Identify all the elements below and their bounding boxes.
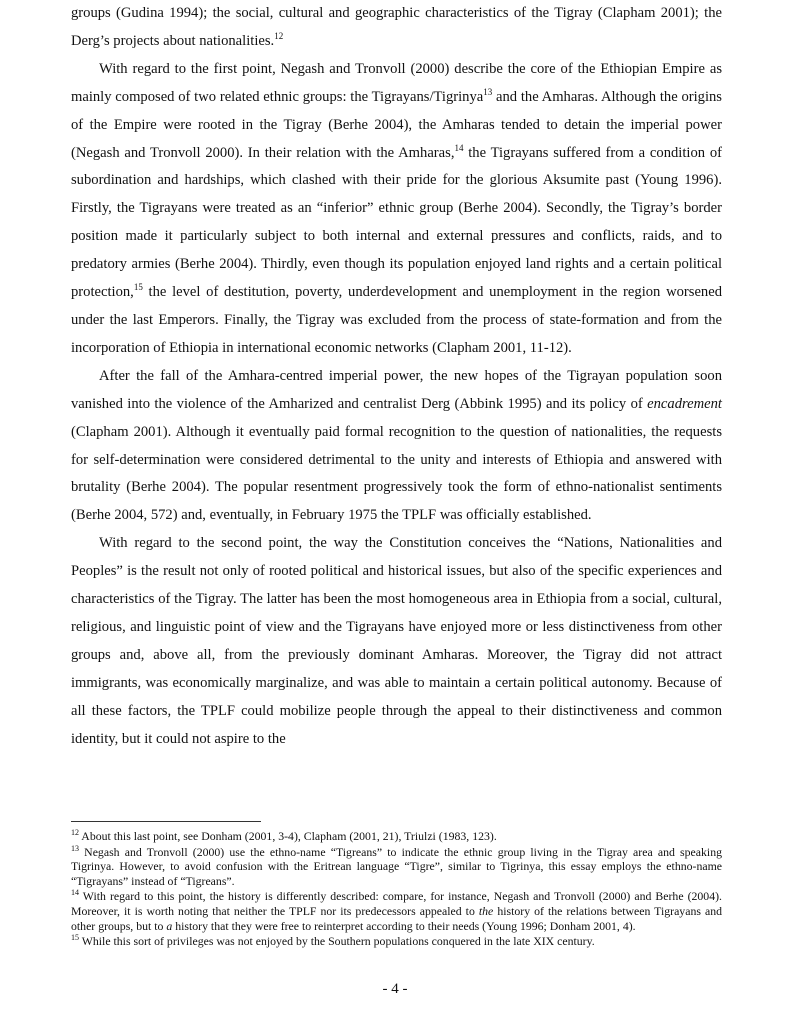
footnote-text: About this last point, see Donham (2001, 3-4), Clapham (2001, 21), Triulzi (1983, 123). (79, 829, 497, 843)
paragraph-4 (71, 530, 722, 753)
footnote-text: history that they were free to reinterpret according to their needs (Young 1996; Donham 2001, 4). (172, 918, 636, 933)
footnote-number: 13 (71, 843, 79, 853)
italic-word: the (478, 903, 494, 918)
footnote-number: 15 (71, 933, 79, 943)
paragraph-text: (Clapham 2001). Although it eventually paid formal recognition to the question of nationalities, the requests for self-determination were considered detrimental to the unity and interests of Ethiopia and answered with brutality (Berhe 2004). The popular resentment progressively took the form of ethno-nationalist sentiments (Berhe 2004, 572) and, eventually, in February 1975 the TPLF was officially established. (71, 423, 722, 524)
footnote-14 (71, 889, 722, 933)
paragraph-text: the Tigrayans suffered from a condition of subordination and hardships, which clashed with their pride for the glorious Aksumite past (Young 1996). Firstly, the Tigrayans were treated as an “inferior” ethnic group (Berhe 2004). Secondly, the Tigray’s border position made it particularly subject to both internal and external pressures and conflicts, raids, and to predatory armies (Berhe 2004). Thirdly, even though its population enjoyed land rights and a certain political protection, (71, 144, 722, 301)
footnote-ref-13[interactable]: 13 (483, 86, 493, 97)
footnote-text: With regard to this point, the history is differently described: compare, for instance, Negash and Tronvoll (2000) and Berhe (2004). Moreover, it is worth noting that neither the TPLF nor its predecessors appealed to (71, 889, 722, 918)
footnote-text: Negash and Tronvoll (2000) use the ethno-name “Tigreans” to indicate the ethnic group living in the Tigray area and speaking Tigrinya. However, to avoid confusion with the Eritrean language “Tigre”, similar to Tigrinya, this essay employs the ethno-name “Tigrayans” instead of “Tigreans”. (71, 844, 722, 888)
footnote-ref-14[interactable]: 14 (454, 142, 464, 153)
paragraph-2 (71, 56, 722, 363)
paragraph-text: With regard to the first point, Negash and Tronvoll (2000) describe the core of the Ethiopian Empire as mainly composed of two related ethnic groups: the Tigrayans/Tigrinya (71, 60, 722, 105)
footnote-number: 14 (71, 888, 79, 898)
footnote-text: While this sort of privileges was not enjoyed by the Southern populations conquered in the late XIX century. (79, 934, 595, 949)
main-text (71, 0, 722, 753)
footnote-ref-15[interactable]: 15 (133, 282, 143, 293)
paragraph-text: groups (Gudina 1994); the social, cultural and geographic characteristics of the Tigray (Clapham 2001); the Derg’s projects about nationalities. (71, 5, 722, 49)
footnote-15 (71, 934, 722, 949)
footnote-ref-12[interactable]: 12 (274, 31, 284, 42)
footnote-number: 12 (71, 828, 79, 838)
page-body (71, 0, 722, 753)
footnote-12 (71, 829, 722, 844)
paragraph-text: After the fall of the Amhara-centred imperial power, the new hopes of the Tigrayan population soon vanished into the violence of the Amharized and centralist Derg (Abbink 1995) and its policy of (71, 367, 722, 412)
page-number: - 4 - (382, 981, 408, 997)
italic-word: a (166, 918, 173, 933)
footnote-text: history of the relations between Tigrayans and other groups, but to (71, 903, 722, 933)
footnote-separator (71, 821, 261, 822)
paragraph-text: and the Amharas. Although the origins of the Empire were rooted in the Tigray (Berhe 2004), the Amharas tended to detain the imperial power (Negash and Tronvoll 2000). In their relation with the Amharas, (71, 88, 722, 161)
paragraph-text: the level of destitution, poverty, underdevelopment and unemployment in the region worsened under the last Emperors. Finally, the Tigray was excluded from the process of state-formation and from the incorporation of Ethiopia in international economic networks (Clapham 2001, 11-12). (71, 284, 722, 356)
paragraph-text: With regard to the second point, the way the Constitution conceives the “Nations, Nationalities and Peoples” is the result not only of rooted political and historical issues, but also of the specific experiences and characteristics of the Tigray. The latter has been the most homogeneous area in Ethiopia from a social, cultural, religious, and linguistic point of view and the Tigrayans have enjoyed more or less distinctiveness from other groups and, above all, from the previously dominant Amharas. Moreover, the Tigray did not attract immigrants, was economically marginalize, and was able to maintain a certain political autonomy. Because of all these factors, the TPLF could mobilize people through the appeal to their distinctiveness and common identity, but it could not aspire to the (71, 535, 722, 747)
footnotes (71, 829, 722, 950)
footnote-13 (71, 845, 722, 889)
paragraph-3 (71, 363, 722, 530)
italic-term: encadrement (647, 395, 722, 412)
paragraph-1 (71, 0, 722, 56)
